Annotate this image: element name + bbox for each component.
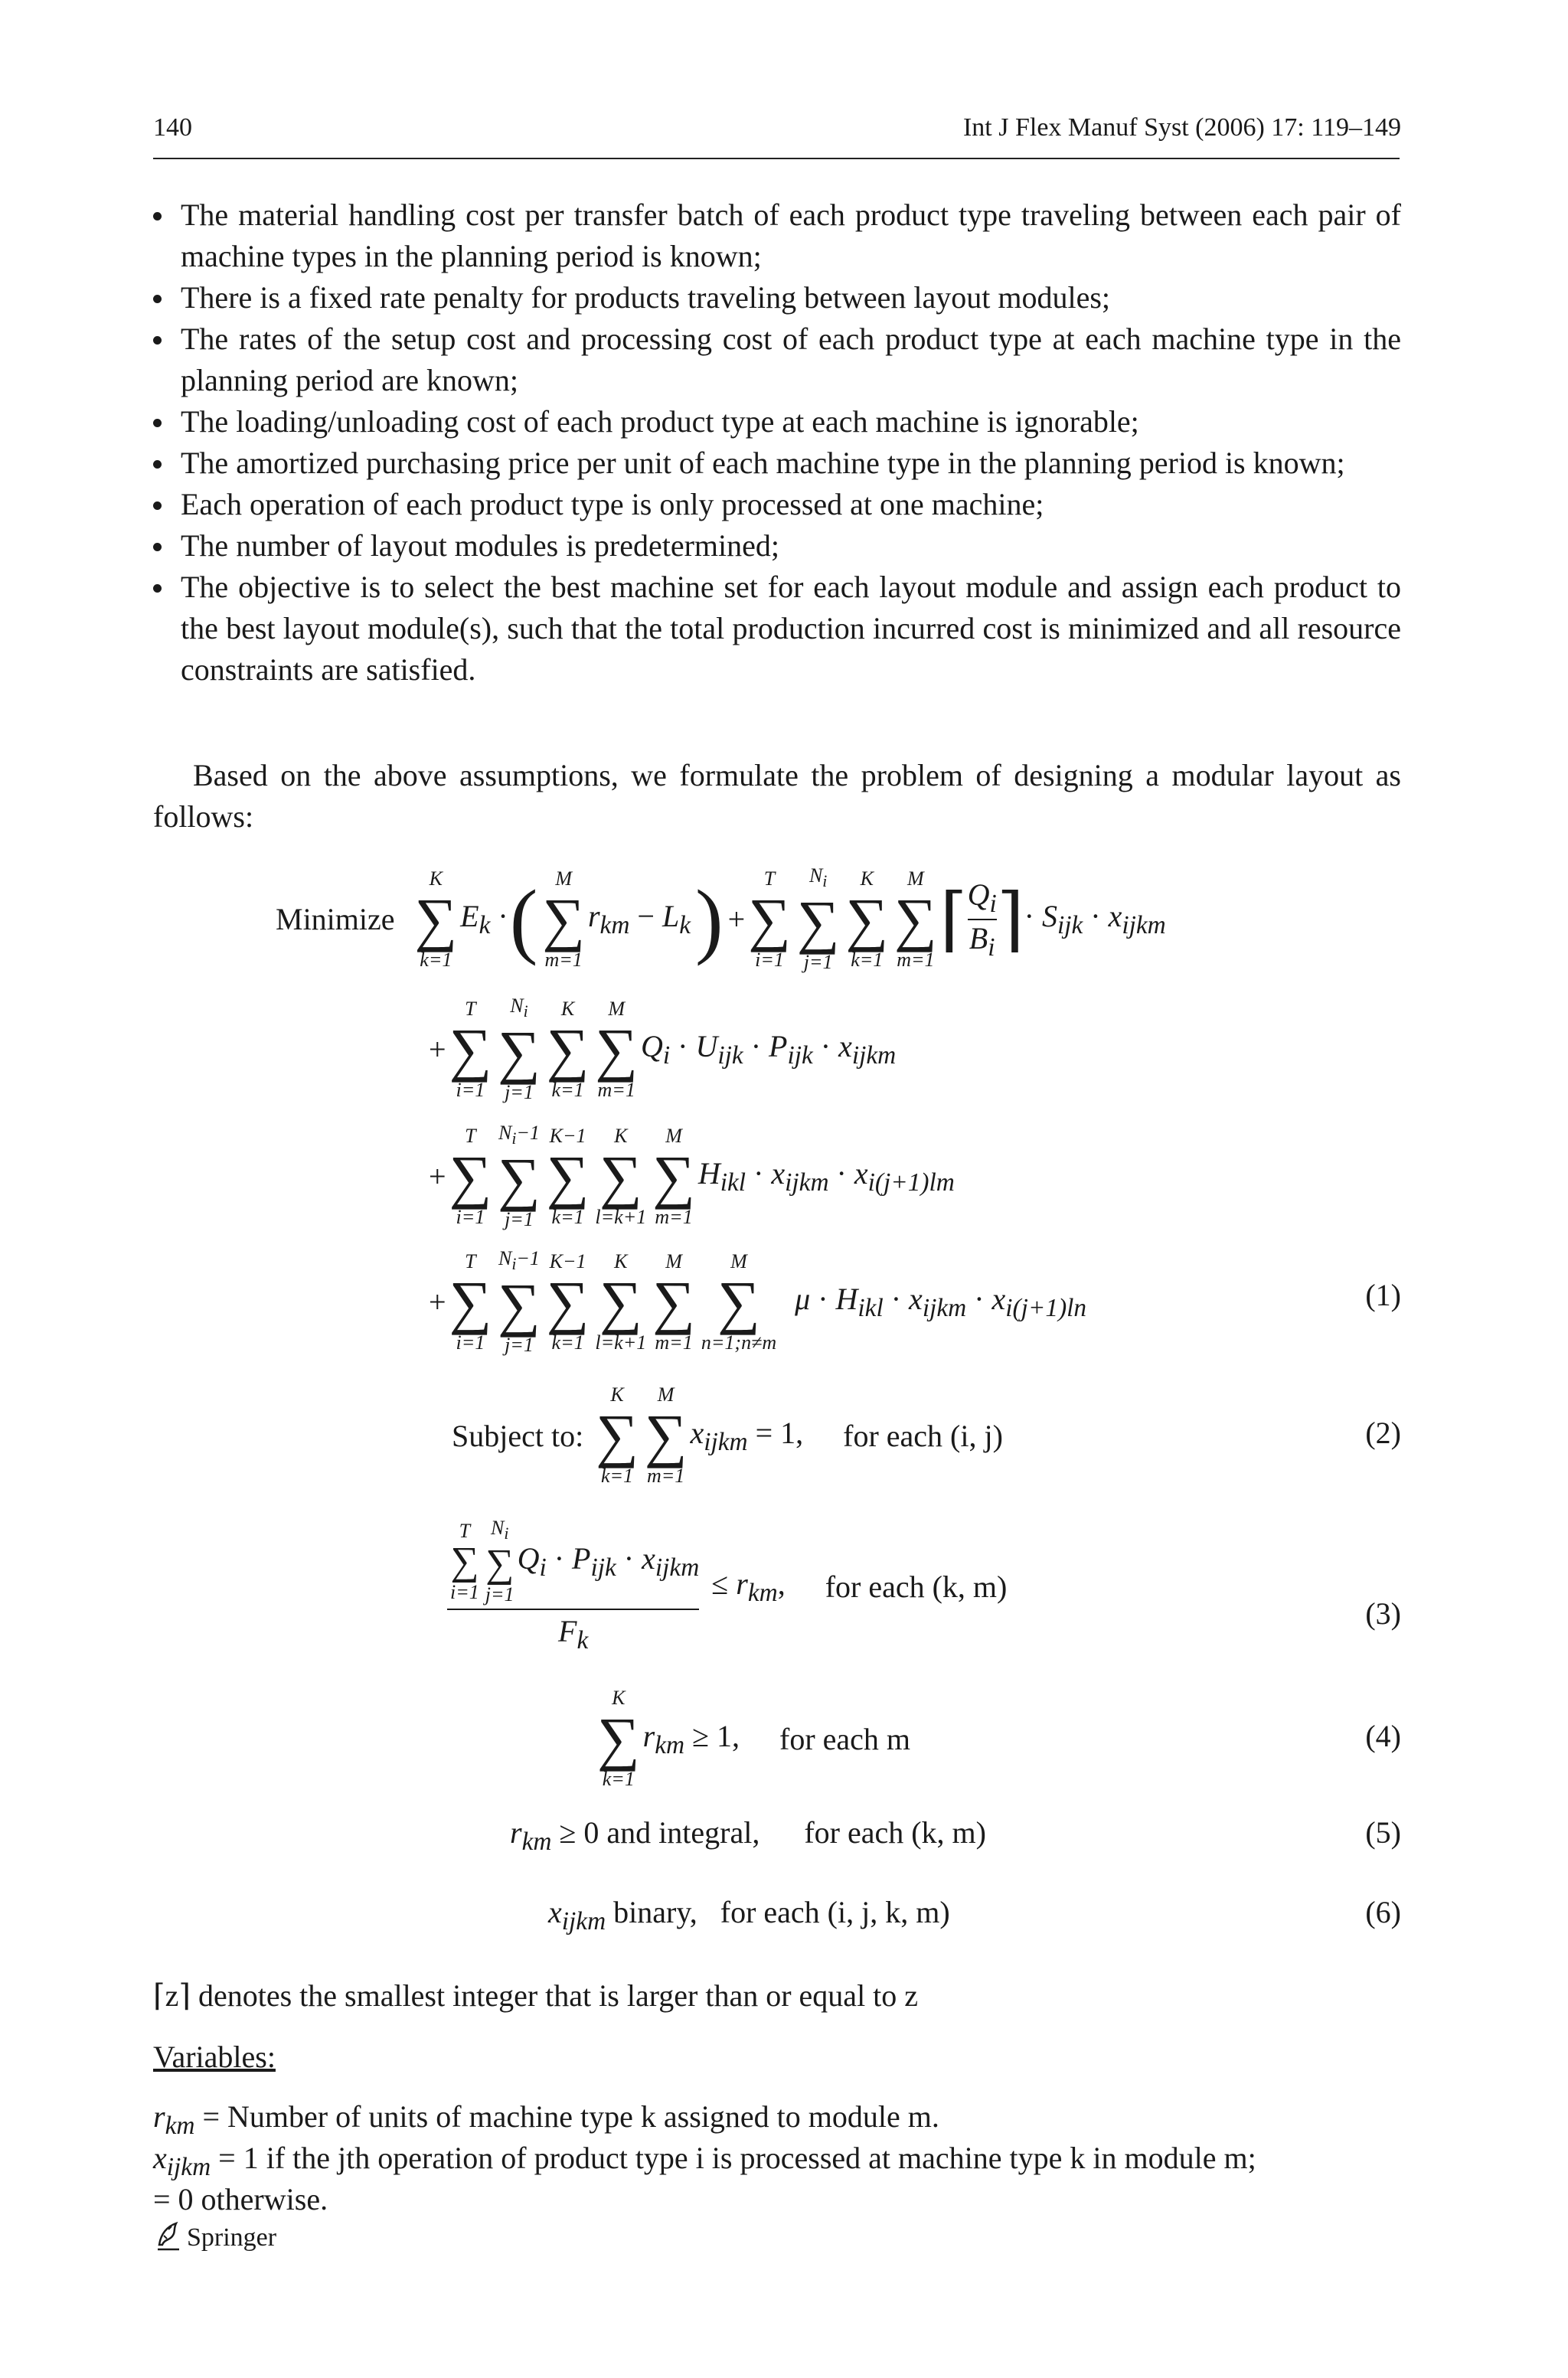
variable-x-otherwise: = 0 otherwise. [153, 2182, 328, 2216]
list-item: The objective is to select the best machine set for each layout module and assign each product to the best layout module(s), such that the total production incurred cost is minimized and all resource constraints are satisfied. [153, 567, 1401, 691]
objective-line-3: + T ∑ i=1 $N_i-1$ ∑ j=1 K−1 ∑ k=1 K ∑ l=k+1 M ∑ m=1 $H_{ikl} \cdot x_{ijkm} \cdot x_{i(j+1)lm}$ [429, 1122, 955, 1231]
header-rule [153, 158, 1400, 159]
equation-number-4: (4) [1365, 1719, 1401, 1753]
list-item: The amortized purchasing price per unit of each machine type in the planning period is known; [153, 443, 1401, 484]
equation-number-3: (3) [1365, 1596, 1401, 1631]
page-number: 140 [153, 113, 192, 142]
constraint-4-condition: for each m [779, 1721, 911, 1756]
objective-line-1: Minimize K ∑ k=1 $E_k$ · ( M ∑ m=1 $r_{km} - L_k$ ) + T ∑ i=1 $N_i$ ∑ j=1 K ∑ k=1 M ∑ m=1 ⌈ $\frac{Q_i}{B_i}$ ⌉ · $S_{ijk} \cdot x_{ijkm}$ [276, 864, 1166, 974]
equation-number-5: (5) [1365, 1815, 1401, 1850]
constraint-2: Subject to: K ∑ k=1 M ∑ m=1 $x_{ijkm} = 1$, for each (i, j) [452, 1383, 1003, 1487]
list-item: The number of layout modules is predetermined; [153, 525, 1401, 567]
variable-r-definition: $r_{km}$ = Number of units of machine type k assigned to module m. [153, 2099, 939, 2140]
constraint-3-condition: for each (k, m) [825, 1569, 1008, 1604]
assumption-list [153, 194, 1401, 691]
list-item: The loading/unloading cost of each product type at each machine is ignorable; [153, 401, 1401, 443]
constraint-3: T ∑ i=1 $N_i$ ∑ j=1 $Q_i \cdot P_{ijk} \cdot x_{ijkm}$ $F_k$ ≤ $r_{km}$, for each (k, m) [447, 1517, 1007, 1655]
minimize-label: Minimize [276, 902, 395, 937]
list-item: The rates of the setup cost and processing cost of each product type at each machine type in the planning period are known; [153, 318, 1401, 401]
constraint-2-condition: for each (i, j) [843, 1418, 1003, 1453]
constraint-6-condition: for each (i, j, k, m) [720, 1895, 950, 1929]
subject-to-label: Subject to: [452, 1418, 584, 1453]
constraint-6: $x_{ijkm}$ binary, for each (i, j, k, m) [548, 1895, 950, 1935]
intro-paragraph: Based on the above assumptions, we formulate the problem of designing a modular layout as follows: [153, 758, 1401, 834]
objective-line-2: + T ∑ i=1 $N_i$ ∑ j=1 K ∑ k=1 M ∑ m=1 $Q_i \cdot U_{ijk} \cdot P_{ijk} \cdot x_{ijkm}$ [429, 995, 897, 1104]
constraint-5: $r_{km} \ge 0$ and integral, for each (k, m) [510, 1815, 986, 1856]
springer-horse-icon [153, 2219, 184, 2252]
equation-number-6: (6) [1365, 1895, 1401, 1929]
constraint-5-condition: for each (k, m) [804, 1815, 986, 1850]
variables-heading: Variables: [153, 2040, 276, 2074]
constraint-6-text: binary, [613, 1895, 697, 1929]
ceiling-note: ⌈z⌉ denotes the smallest integer that is larger than or equal to z [153, 1978, 919, 2013]
constraint-4: K ∑ k=1 $r_{km} \ge 1$, for each m [597, 1687, 911, 1790]
variable-x-text: = 1 if the jth operation of product type i is processed at machine type k in module m; [218, 2141, 1256, 2175]
list-item: Each operation of each product type is only processed at one machine; [153, 484, 1401, 525]
variable-x-definition: $x_{ijkm} = 1$ if the jth operation of product type i is processed at machine type k in module m; [153, 2141, 1256, 2181]
variable-r-text: = Number of units of machine type k assigned to module m. [202, 2099, 939, 2134]
constraint-5-text: ≥ 0 and integral, [559, 1815, 760, 1850]
journal-citation: Int J Flex Manuf Syst (2006) 17: 119–149 [962, 113, 1401, 142]
objective-line-4: + T ∑ i=1 $N_i-1$ ∑ j=1 K−1 ∑ k=1 K ∑ l=k+1 M ∑ m=1 M ∑ n=1;n≠m $\mu \cdot H_{ikl} \cdot x_{ijkm} \cdot x_{i(j+1)ln}$ [429, 1247, 1087, 1357]
equation-number-2: (2) [1365, 1416, 1401, 1450]
springer-footer [153, 2219, 276, 2252]
list-item: The material handling cost per transfer batch of each product type traveling between each pair of machine types in the planning period is known; [153, 194, 1401, 277]
publisher-name: Springer [187, 2223, 277, 2252]
list-item: There is a fixed rate penalty for products traveling between layout modules; [153, 277, 1401, 318]
equation-number-1: (1) [1365, 1278, 1401, 1312]
